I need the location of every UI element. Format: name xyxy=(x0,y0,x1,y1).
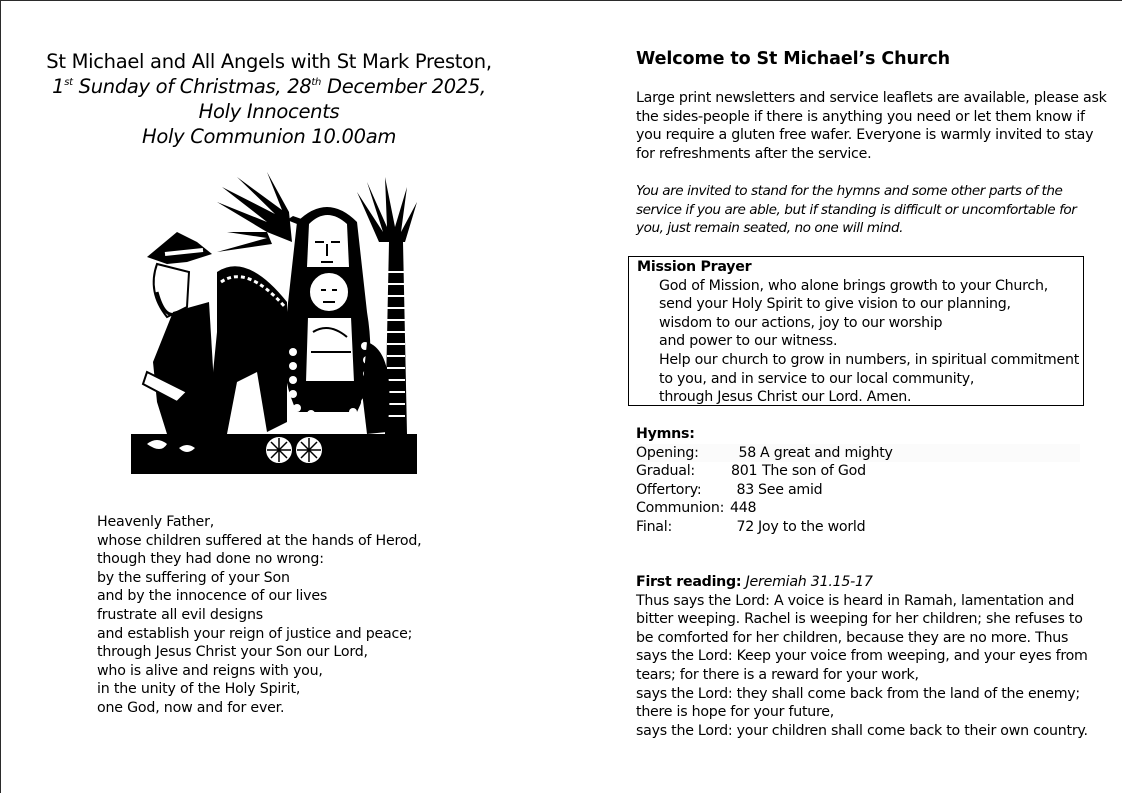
collect-prayer xyxy=(97,513,457,718)
mission-prayer-title: Mission Prayer xyxy=(637,259,752,275)
collect-line: frustrate all evil designs xyxy=(97,606,263,623)
hymn-label: Offertory: xyxy=(636,481,702,498)
hymn-title: See amid xyxy=(758,481,823,498)
hymn-label: Opening: xyxy=(636,444,699,461)
hymn-label: Communion: xyxy=(636,500,725,517)
hymn-row-offertory xyxy=(636,481,1080,500)
date-suffix: th xyxy=(311,77,322,88)
mission-line: through Jesus Christ our Lord. Amen. xyxy=(659,389,912,406)
hymn-number: 58 xyxy=(738,444,756,461)
reading-label: First reading: xyxy=(636,574,742,590)
reading-line: tears; for there is a reward for your work, xyxy=(636,666,919,683)
collect-line: and establish your reign of justice and peace; xyxy=(97,625,413,642)
hymns-title: Hymns: xyxy=(636,426,695,442)
hymn-row-final xyxy=(636,518,1080,537)
collect-line: through Jesus Christ your Son our Lord, xyxy=(97,644,368,661)
collect-line: in the unity of the Holy Spirit, xyxy=(97,681,301,698)
welcome-heading: Welcome to St Michael’s Church xyxy=(636,49,950,69)
welcome-paragraph xyxy=(636,89,1107,163)
reading-reference: Jeremiah 31.15-17 xyxy=(745,574,873,590)
hymn-label: Gradual: xyxy=(636,463,695,480)
hymn-number: 801 xyxy=(731,463,758,480)
service-time: Holy Communion 10.00am xyxy=(141,125,397,148)
standing-line: You are invited to stand for the hymns and some other parts of the xyxy=(636,183,1063,199)
day-text: Sunday of Christmas, 28 xyxy=(72,75,312,98)
collect-line: Heavenly Father, xyxy=(97,514,215,530)
collect-line: whose children suffered at the hands of Herod, xyxy=(97,532,422,549)
hymn-row-communion xyxy=(636,499,1080,518)
mission-line: and power to our witness. xyxy=(659,333,838,350)
collect-line: one God, now and for ever. xyxy=(97,699,285,716)
mission-line: to you, and in service to our local community, xyxy=(659,370,975,387)
feast-name: Holy Innocents xyxy=(198,100,340,123)
hymn-number: 72 xyxy=(736,518,754,535)
first-reading xyxy=(636,573,1086,740)
welcome-line: for refreshments after the service. xyxy=(636,145,872,162)
mission-prayer-box xyxy=(628,256,1084,406)
collect-line: though they had done no wrong: xyxy=(97,551,324,568)
hymn-title: A great and mighty xyxy=(760,444,893,461)
standing-note xyxy=(636,182,1086,238)
hymn-row-gradual xyxy=(636,462,1080,481)
hymn-row-opening xyxy=(636,444,1080,463)
hymn-number: 448 xyxy=(730,500,757,517)
mission-line: Help our church to grow in numbers, in spiritual commitment xyxy=(659,351,1080,368)
mission-line: send your Holy Spirit to give vision to our planning, xyxy=(659,296,1011,313)
reading-line: bitter weeping. Rachel is weeping for her children; she refuses to xyxy=(636,611,1083,628)
hymns-list xyxy=(636,425,1080,537)
service-title-block xyxy=(40,49,498,149)
reading-line: says the Lord: Keep your voice from weeping, and your eyes from xyxy=(636,648,1088,665)
reading-heading xyxy=(636,573,1086,592)
mission-line: wisdom to our actions, joy to our worship xyxy=(659,314,943,331)
welcome-line: the sides-people if there is anything you need or let them know if xyxy=(636,108,1085,125)
welcome-line: Large print newsletters and service leaflets are available, please ask xyxy=(636,90,1107,106)
sunday-date-line xyxy=(40,74,498,99)
collect-line: and by the innocence of our lives xyxy=(97,588,328,605)
reading-line: be comforted for her children, because they are no more. Thus xyxy=(636,629,1069,646)
church-name: St Michael and All Angels with St Mark Preston, xyxy=(46,50,492,73)
hymn-title: Joy to the world xyxy=(758,518,866,535)
reading-line: Thus says the Lord: A voice is heard in Ramah, lamentation and xyxy=(636,592,1075,609)
holy-family-woodcut-icon xyxy=(117,172,425,494)
reading-line: says the Lord: they shall come back from the land of the enemy; xyxy=(636,685,1080,702)
reading-line: says the Lord: your children shall come back to their own country. xyxy=(636,722,1088,739)
date-text: December 2025, xyxy=(321,75,486,98)
collect-line: who is alive and reigns with you, xyxy=(97,662,323,679)
day-ordinal-suffix: st xyxy=(64,77,73,88)
hymn-number: 83 xyxy=(736,481,754,498)
standing-line: you, just remain seated, no one will mind. xyxy=(636,220,904,237)
collect-line: by the suffering of your Son xyxy=(97,569,290,586)
welcome-line: you require a gluten free wafer. Everyone is warmly invited to stay xyxy=(636,127,1094,144)
reading-line: there is hope for your future, xyxy=(636,704,835,721)
hymn-title: The son of God xyxy=(762,463,866,480)
hymn-label: Final: xyxy=(636,518,672,535)
mission-line: God of Mission, who alone brings growth to your Church, xyxy=(659,277,1048,294)
day-ordinal: 1 xyxy=(52,75,65,98)
standing-line: service if you are able, but if standing is difficult or uncomfortable for xyxy=(636,201,1077,218)
